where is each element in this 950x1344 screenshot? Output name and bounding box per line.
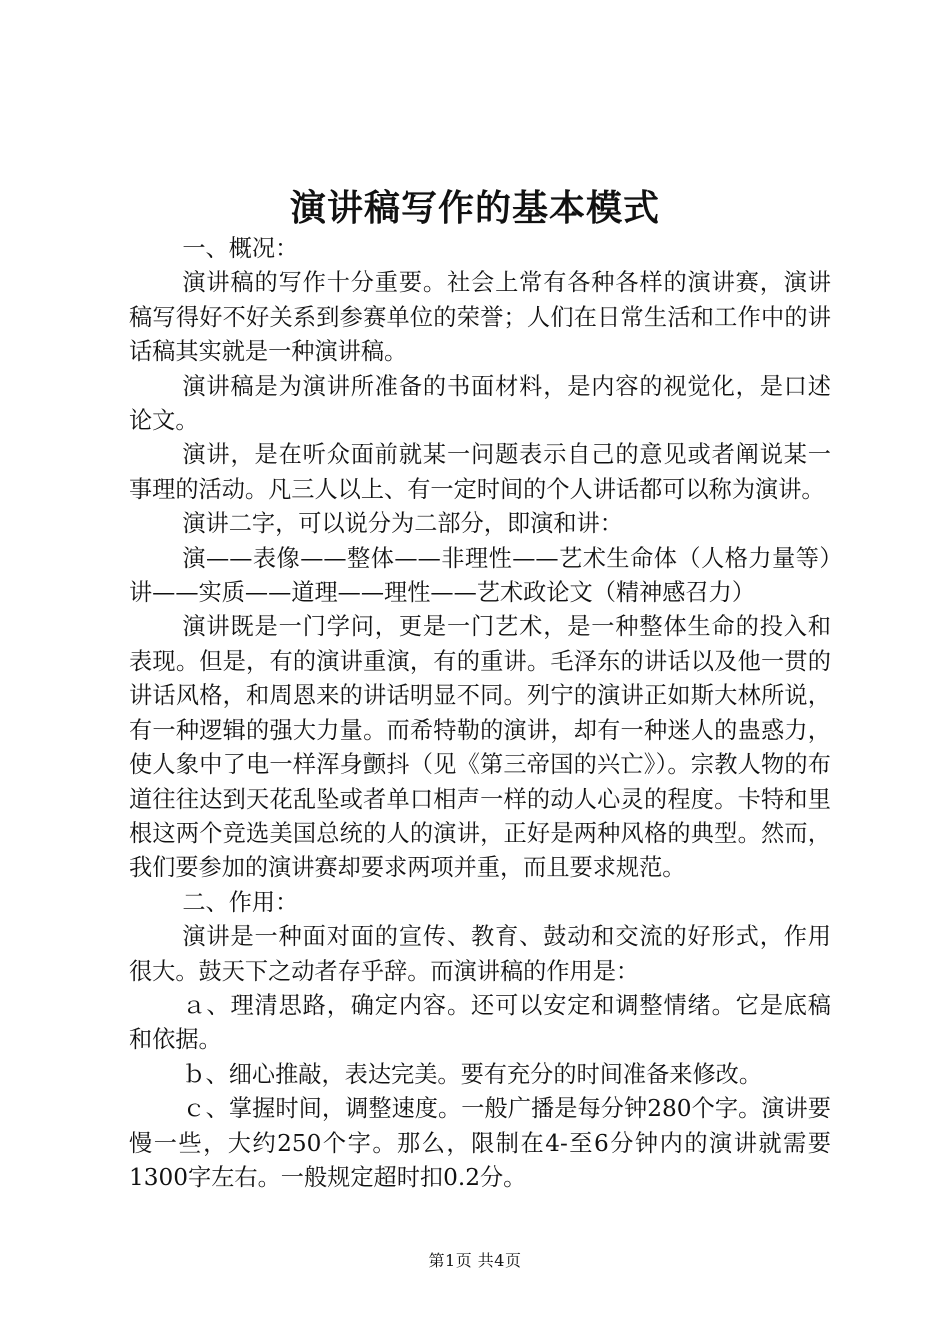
document-body (129, 232, 831, 1195)
page-number-footer: 第1页 共4页 (428, 1251, 522, 1270)
document-title: 演讲稿写作的基本模式 (289, 187, 660, 229)
paragraph: 演讲既是一门学问，更是一门艺术，是一种整体生命的投入和表现。但是，有的演讲重演，有的重讲。毛泽东的讲话以及他一贯的讲话风格，和周恩来的讲话明显不同。列宁的演讲正如斯大林所说，有一种逻辑的强大力量。而希特勒的演讲，却有一种迷人的蛊惑力，使人象中了电一样浑身颤抖（见《第三帝国的兴亡》）。宗教人物的布道往往达到天花乱坠或者单口相声一样的动人心灵的程度。卡特和里根这两个竞选美国总统的人的演讲，正好是两种风格的典型。然而，我们要参加的演讲赛却要求两项并重，而且要求规范。 (129, 613, 831, 882)
paragraph: 演讲是一种面对面的宣传、教育、鼓动和交流的好形式，作用很大。鼓天下之动者存乎辞。而演讲稿的作用是： (129, 923, 831, 985)
list-item-c: ｃ、掌握时间，调整速度。一般广播是每分钟280个字。演讲要慢一些，大约250个字。那么，限制在4-至6分钟内的演讲就需要1300字左右。一般规定超时扣0.2分。 (129, 1095, 831, 1191)
paragraph: 演讲二字，可以说分为二部分，即演和讲： (182, 510, 623, 538)
paragraph: 演——表像——整体——非理性——艺术生命体（人格力量等）讲——实质——道理——理性——艺术政论文（精神感召力） (129, 544, 831, 607)
paragraph: 演讲，是在听众面前就某一问题表示自己的意见或者阐说某一事理的活动。凡三人以上、有一定时间的个人讲话都可以称为演讲。 (129, 441, 831, 503)
paragraph: 演讲稿的写作十分重要。社会上常有各种各样的演讲赛，演讲稿写得好不好关系到参赛单位的荣誉；人们在日常生活和工作中的讲话稿其实就是一种演讲稿。 (129, 269, 831, 366)
section-heading-function: 二、作用： (182, 888, 299, 916)
section-heading-overview: 一、概况： (182, 235, 299, 262)
paragraph: 演讲稿是为演讲所准备的书面材料，是内容的视觉化，是口述论文。 (129, 372, 831, 435)
list-item-b: ｂ、细心推敲，表达完美。要有充分的时间准备来修改。 (182, 1060, 763, 1088)
list-item-a: ａ、理清思路，确定内容。还可以安定和调整情绪。它是底稿和依据。 (129, 991, 831, 1054)
